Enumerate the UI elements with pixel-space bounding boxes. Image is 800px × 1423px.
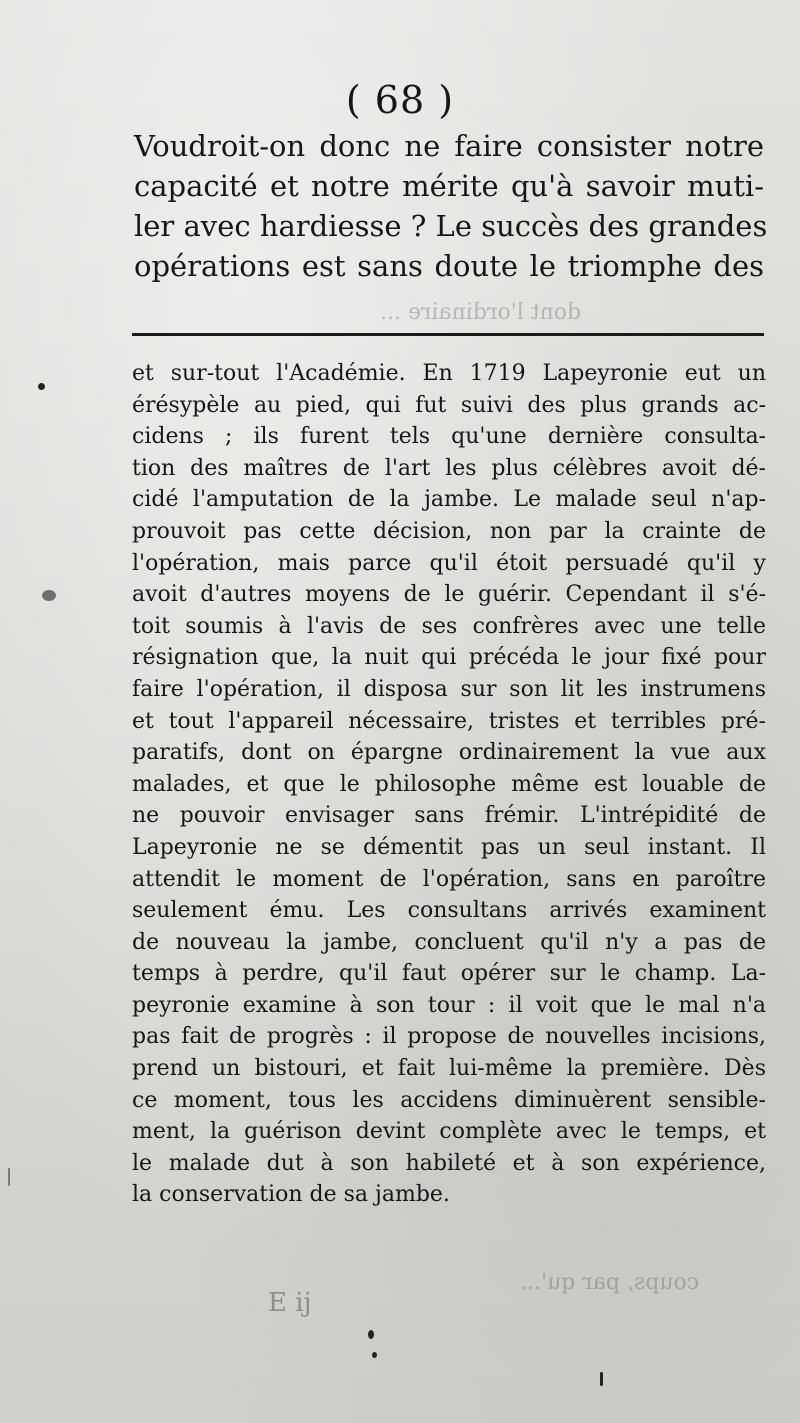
footnote-line: la conservation de sa jambe. [132,1182,450,1208]
footnote-line: et tout l'appareil nécessaire, tristes et terribles pré- [132,708,766,734]
footnote-line: prend un bistouri, et fait lui-même la première. Dès [132,1056,766,1082]
footnote-line: érésypèle au pied, qui fut suivi des plus grands ac- [132,392,766,418]
show-through-text: dont l'ordinaire ... [380,300,582,325]
footnote-line: tion des maîtres de l'art les plus célèbres avoit dé- [132,455,766,481]
footnote-line: de nouveau la jambe, concluent qu'il n'y a pas de [132,929,766,955]
footnote-line: le malade dut à son habileté et à son expérience, [132,1150,766,1176]
main-text-line: Voudroit-on donc ne faire consister notre [134,129,764,163]
footnote-line: et sur-tout l'Académie. En 1719 Lapeyronie eut un [132,361,766,386]
footnote-line: cidens ; ils furent tels qu'une dernière consulta- [132,424,766,450]
ink-speck [600,1372,603,1386]
main-text-line: opérations est sans doute le triomphe des [134,249,764,283]
footnote-text [132,358,766,1211]
ink-speck [8,1168,10,1186]
footnote-line: prouvoit pas cette décision, non par la crainte de [132,518,766,544]
footnote-line: faire l'opération, il disposa sur son lit les instrumens [132,676,766,702]
footnote-line: cidé l'amputation de la jambe. Le malade seul n'ap- [132,487,766,513]
ink-speck [368,1330,374,1339]
main-text-line: capacité et notre mérite qu'à savoir muti- [134,169,764,203]
main-text [134,126,768,286]
footnote-line: ce moment, tous les accidens diminuèrent sensible- [132,1087,766,1113]
footnote-line: malades, et que le philosophe même est louable de [132,771,766,797]
footnote-line: toit soumis à l'avis de ses confrères avec une telle [132,613,766,639]
ink-speck [372,1352,377,1358]
footnote-line: paratifs, dont on épargne ordinairement la vue aux [132,740,766,766]
ink-speck [38,383,45,390]
footnote-line: seulement ému. Les consultans arrivés examinent [132,898,766,924]
signature-mark: E ij [268,1288,312,1318]
footnote-line: temps à perdre, qu'il faut opérer sur le champ. La- [132,961,766,987]
ink-speck [42,590,56,601]
footnote-line: pas fait de progrès : il propose de nouvelles incisions, [132,1024,766,1050]
page-number: ( 68 ) [345,78,455,122]
footnote-line: peyronie examine à son tour : il voit que le mal n'a [132,992,766,1018]
footnote-line: résignation que, la nuit qui précéda le jour fixé pour [132,645,766,671]
show-through-text: coups, par qu'... [520,1270,700,1295]
footnote-line: avoit d'autres moyens de le guérir. Cependant il s'é- [132,582,766,608]
footnote-line: l'opération, mais parce qu'il étoit persuadé qu'il y [132,550,766,576]
footnote-line: Lapeyronie ne se démentit pas un seul instant. Il [132,834,766,860]
main-text-line: ler avec hardiesse ? Le succès des grandes [134,209,768,243]
footnote-separator-rule [132,333,764,336]
footnote-line: ne pouvoir envisager sans frémir. L'intrépidité de [132,803,766,829]
footnote-line: ment, la guérison devint complète avec le temps, et [132,1119,766,1145]
footnote-line: attendit le moment de l'opération, sans en paroître [132,866,766,892]
